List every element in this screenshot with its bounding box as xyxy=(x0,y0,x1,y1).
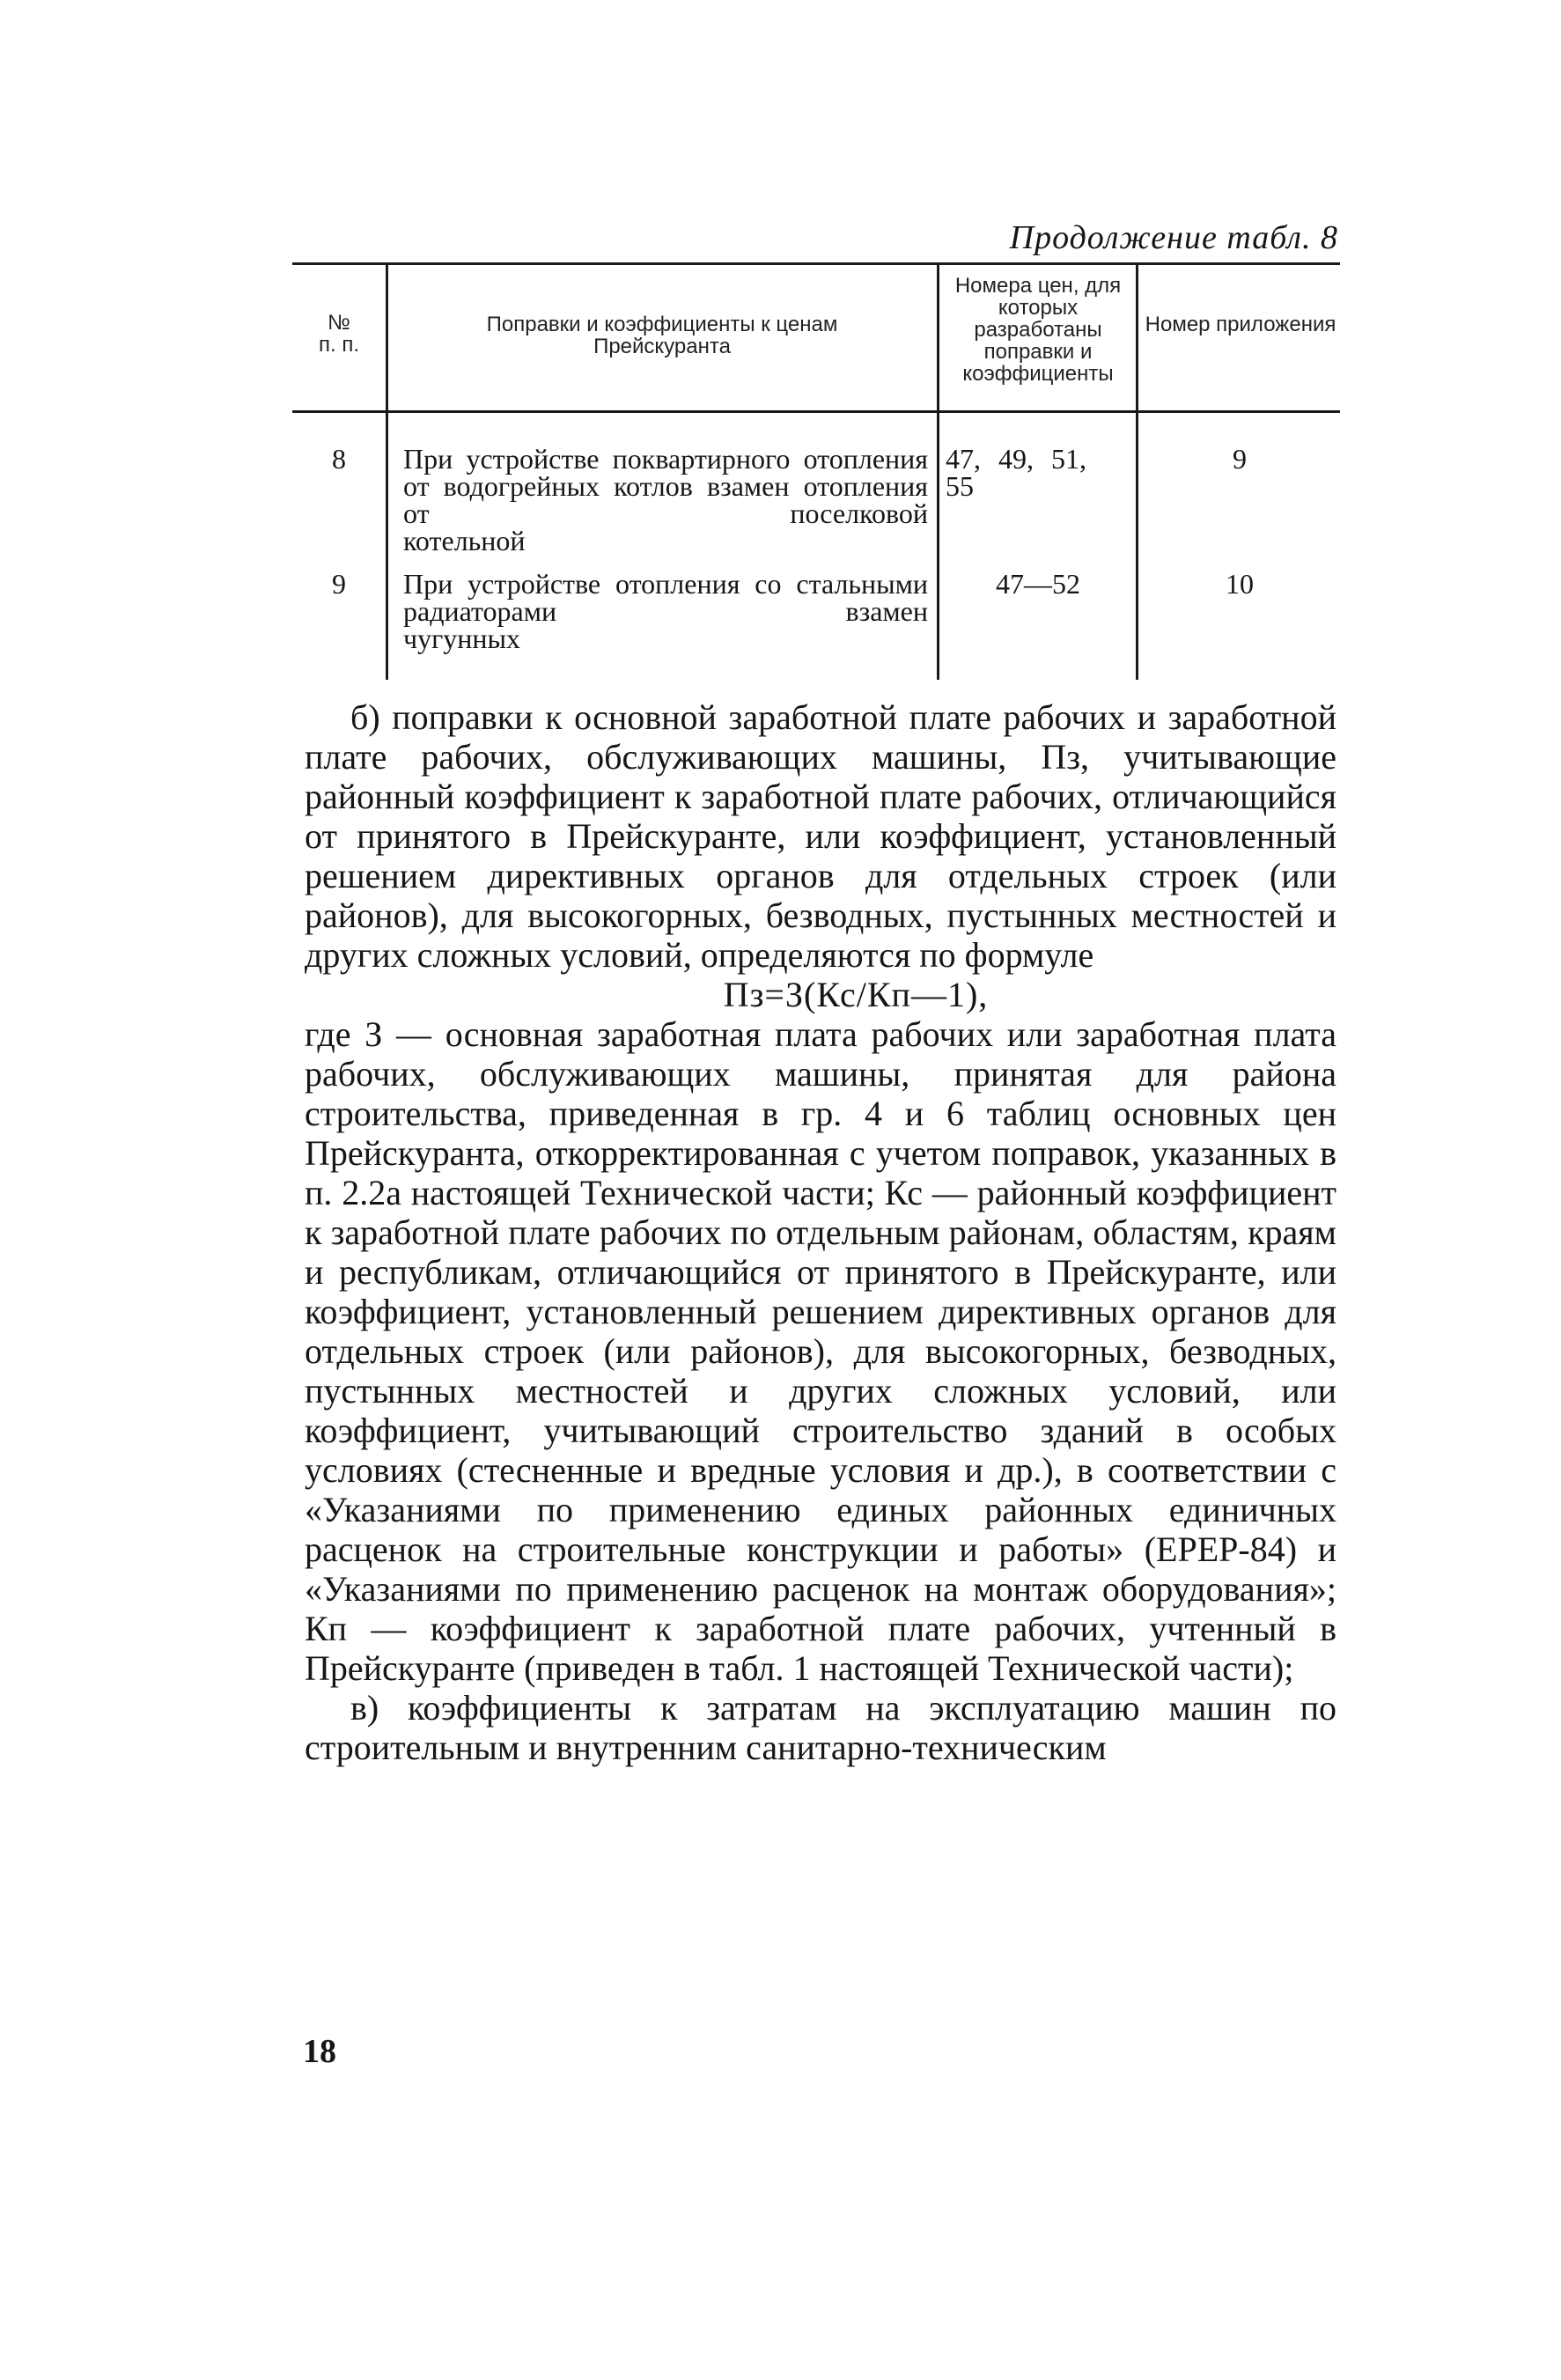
paragraph-where: где З — основная заработная плата рабочих или заработная плата рабочих, обслуживающих машины, принятая для района строительства, приведенная в гр. 4 и 6 таблиц основных цен Прейскуранта, откорректированная с учетом поправок, указанных в п. 2.2а настоящей Технической части; Кс — районный коэффициент к заработной плате рабочих по отдельным районам, областям, краям и республикам, отличающийся от принятого в Прейскуранте, или коэффициент, установленный решением директивных органов для отдельных строек (или районов), для высокогорных, безводных, пустынных местностей и других сложных условий, или коэффициент, учитывающий строительство зданий в особых условиях (стесненные и вредные условия и др.), в соответствии с «Указаниями по применению единых районных единичных расценок на строительные конструкции и работы» (ЕРЕР-84) и «Указаниями по применению расценок на монтаж оборудования»; Кп — коэффициент к заработной плате рабочих, учтенный в Прейскуранте (приведен в табл. 1 настоящей Технической части); xyxy=(305,1014,1336,1688)
row-description-text: При устройстве отопления со стальными радиаторами взамен xyxy=(403,568,928,627)
row-description xyxy=(403,443,928,556)
table-caption: Продолжение табл. 8 xyxy=(1009,219,1338,256)
row-number: 8 xyxy=(332,443,346,475)
row-description-text: При устройстве поквартирного отопления от водогрейных котлов взамен отопления от поселковой xyxy=(403,443,928,529)
corrections-table xyxy=(292,262,1340,680)
row-description xyxy=(403,568,928,654)
row-prices: 47—52 xyxy=(996,568,1080,600)
table-top-rule xyxy=(292,262,1340,265)
header-price-numbers: Номера цен, для которых разработаны поправки и коэффициенты xyxy=(954,274,1122,386)
row-description-end: котельной xyxy=(403,525,526,556)
formula: Пз=З(Кс/Кп—1), xyxy=(723,975,989,1014)
row-appendix: 10 xyxy=(1226,568,1254,600)
page-number: 18 xyxy=(303,2033,336,2070)
table-header-rule xyxy=(292,410,1340,413)
header-appendix: Номер приложения xyxy=(1145,313,1336,336)
header-number xyxy=(292,312,386,356)
row-prices-line: 55 xyxy=(946,470,974,502)
header-number-abbr: п. п. xyxy=(319,333,359,357)
header-corrections: Поправки и коэффициенты к ценам Прейскуранта xyxy=(486,313,838,358)
row-description-end: чугунных xyxy=(403,623,520,654)
body-text xyxy=(305,697,1336,1767)
row-appendix: 9 xyxy=(1233,443,1247,475)
column-divider xyxy=(1136,262,1138,680)
column-divider xyxy=(937,262,939,680)
column-divider xyxy=(386,262,388,680)
row-number: 9 xyxy=(332,568,346,600)
row-prices-line: 47, 49, 51, xyxy=(946,443,1086,475)
row-prices xyxy=(946,443,1130,502)
paragraph-b: б) поправки к основной заработной плате рабочих и заработной плате рабочих, обслуживающих машины, Пз, учитывающие районный коэффициент к заработной плате рабочих, отличающийся от принятого в Прейскуранте, или коэффициент, установленный решением директивных органов для отдельных строек (или районов), для высокогорных, безводных, пустынных местностей и других сложных условий, определяются по формуле xyxy=(305,697,1336,975)
header-number-symbol: № xyxy=(328,311,350,335)
paragraph-v: в) коэффициенты к затратам на эксплуатацию машин по строительным и внутренним санитарно-техническим xyxy=(305,1688,1336,1767)
